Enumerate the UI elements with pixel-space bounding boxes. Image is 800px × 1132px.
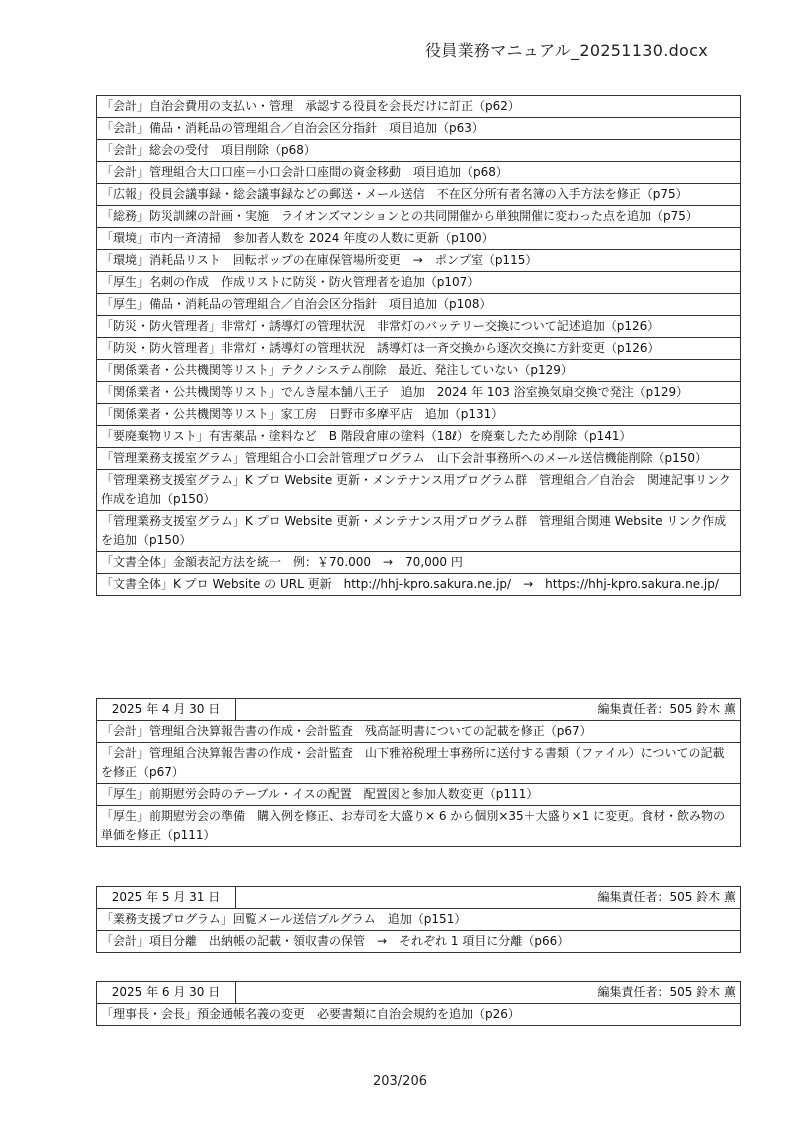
document-filename: 役員業務マニュアル_20251130.docx bbox=[425, 41, 708, 60]
revision-entry: 「会計」自治会費用の支払い・管理 承認する役員を会長だけに訂正（p62） bbox=[97, 96, 741, 118]
table-row bbox=[97, 470, 741, 511]
table-row bbox=[97, 382, 741, 404]
revision-entry: 「文書全体」金額表記方法を統一 例：￥70.000 → 70,000 円 bbox=[97, 552, 741, 574]
revision-entry: 「文書全体」K プロ Website の URL 更新 http://hhj-kpro.sakura.ne.jp/ → https://hhj-kpro.sakura.ne.jp/ bbox=[97, 574, 741, 596]
table-row bbox=[97, 404, 741, 426]
revision-entry: 「厚生」備品・消耗品の管理組合／自治会区分指針 項目追加（p108） bbox=[97, 294, 741, 316]
table-row bbox=[97, 118, 741, 140]
table-row bbox=[97, 909, 741, 931]
table-row bbox=[97, 316, 741, 338]
table-row bbox=[97, 184, 741, 206]
table-row bbox=[97, 511, 741, 552]
table-row bbox=[97, 360, 741, 382]
revision-entry: 「会計」備品・消耗品の管理組合／自治会区分指針 項目追加（p63） bbox=[97, 118, 741, 140]
table-row bbox=[97, 206, 741, 228]
revision-editor: 編集責任者：505 鈴木 薫 bbox=[236, 982, 741, 1004]
revision-header-row bbox=[97, 887, 741, 909]
revision-entry: 「要廃棄物リスト」有害薬品・塗料など B 階段倉庫の塗料（18ℓ）を廃棄したため削除（p141） bbox=[97, 426, 741, 448]
revision-header-row bbox=[97, 982, 741, 1004]
revision-editor: 編集責任者：505 鈴木 薫 bbox=[236, 887, 741, 909]
table-row bbox=[97, 552, 741, 574]
table-row bbox=[97, 574, 741, 596]
revision-entry: 「防災・防火管理者」非常灯・誘導灯の管理状況 誘導灯は一斉交換から逐次交換に方針変更（p126） bbox=[97, 338, 741, 360]
revision-entry: 「会計」管理組合大口口座＝小口会計口座間の資金移動 項目追加（p68） bbox=[97, 162, 741, 184]
revision-entry: 「厚生」前期慰労会時のテーブル・イスの配置 配置図と参加人数変更（p111） bbox=[97, 784, 741, 806]
revision-entry: 「管理業務支援室グラム」K プロ Website 更新・メンテナンス用プログラム群 管理組合／自治会 関連記事リンク作成を追加（p150） bbox=[97, 470, 741, 511]
revision-entry: 「会計」項目分離 出納帳の記載・領収書の保管 → それぞれ 1 項目に分離（p66） bbox=[97, 931, 741, 953]
revision-entry: 「理事長・会長」預金通帳名義の変更 必要書類に自治会規約を追加（p26） bbox=[97, 1004, 741, 1026]
table-row bbox=[97, 294, 741, 316]
revision-entry: 「管理業務支援室グラム」管理組合小口会計管理プログラム 山下会計事務所へのメール送信機能削除（p150） bbox=[97, 448, 741, 470]
table-row bbox=[97, 338, 741, 360]
revision-entry: 「関係業者・公共機関等リスト」テクノシステム削除 最近、発注していない（p129） bbox=[97, 360, 741, 382]
revision-entry: 「関係業者・公共機関等リスト」家工房 日野市多摩平店 追加（p131） bbox=[97, 404, 741, 426]
revision-log-table bbox=[96, 981, 741, 1026]
revision-log-table bbox=[96, 886, 741, 953]
revision-log-table bbox=[96, 95, 741, 596]
table-row bbox=[97, 721, 741, 743]
table-row bbox=[97, 931, 741, 953]
table-row bbox=[97, 228, 741, 250]
revision-editor: 編集責任者：505 鈴木 薫 bbox=[236, 699, 741, 721]
revision-entry: 「総務」防災訓練の計画・実施 ライオンズマンションとの共同開催から単独開催に変わった点を追加（p75） bbox=[97, 206, 741, 228]
revision-date: 2025 年 5 月 31 日 bbox=[97, 887, 236, 909]
table-row bbox=[97, 250, 741, 272]
table-row bbox=[97, 784, 741, 806]
revision-header-row bbox=[97, 699, 741, 721]
revision-entry: 「厚生」名刺の作成 作成リストに防災・防火管理者を追加（p107） bbox=[97, 272, 741, 294]
revision-date: 2025 年 6 月 30 日 bbox=[97, 982, 236, 1004]
table-row bbox=[97, 272, 741, 294]
page-number: 203/206 bbox=[372, 1074, 427, 1089]
table-row bbox=[97, 1004, 741, 1026]
table-row bbox=[97, 448, 741, 470]
revision-entry: 「環境」消耗品リスト 回転ポップの在庫保管場所変更 → ポンプ室（p115） bbox=[97, 250, 741, 272]
table-row bbox=[97, 96, 741, 118]
table-row bbox=[97, 426, 741, 448]
table-row bbox=[97, 806, 741, 847]
revision-entry: 「業務支援プログラム」回覧メール送信プルグラム 追加（p151） bbox=[97, 909, 741, 931]
revision-entry: 「関係業者・公共機関等リスト」でんき屋本舗八王子 追加 2024 年 103 浴室換気扇交換で発注（p129） bbox=[97, 382, 741, 404]
revision-log-table bbox=[96, 698, 741, 847]
table-row bbox=[97, 743, 741, 784]
revision-entry: 「環境」市内一斉清掃 参加者人数を 2024 年度の人数に更新（p100） bbox=[97, 228, 741, 250]
revision-entry: 「厚生」前期慰労会の準備 購入例を修正、お寿司を大盛り× 6 から個別×35＋大盛り×1 に変更。食材・飲み物の単価を修正（p111） bbox=[97, 806, 741, 847]
table-row bbox=[97, 140, 741, 162]
revision-entry: 「会計」総会の受付 項目削除（p68） bbox=[97, 140, 741, 162]
revision-date: 2025 年 4 月 30 日 bbox=[97, 699, 236, 721]
revision-entry: 「会計」管理組合決算報告書の作成・会計監査 残高証明書についての記載を修正（p67） bbox=[97, 721, 741, 743]
revision-entry: 「防災・防火管理者」非常灯・誘導灯の管理状況 非常灯のバッテリー交換について記述追加（p126） bbox=[97, 316, 741, 338]
revision-entry: 「管理業務支援室グラム」K プロ Website 更新・メンテナンス用プログラム群 管理組合関連 Website リンク作成を追加（p150） bbox=[97, 511, 741, 552]
revision-entry: 「広報」役員会議事録・総会議事録などの郵送・メール送信 不在区分所有者名簿の入手方法を修正（p75） bbox=[97, 184, 741, 206]
revision-entry: 「会計」管理組合決算報告書の作成・会計監査 山下雅裕税理士事務所に送付する書類（ファイル）についての記載を修正（p67） bbox=[97, 743, 741, 784]
table-row bbox=[97, 162, 741, 184]
